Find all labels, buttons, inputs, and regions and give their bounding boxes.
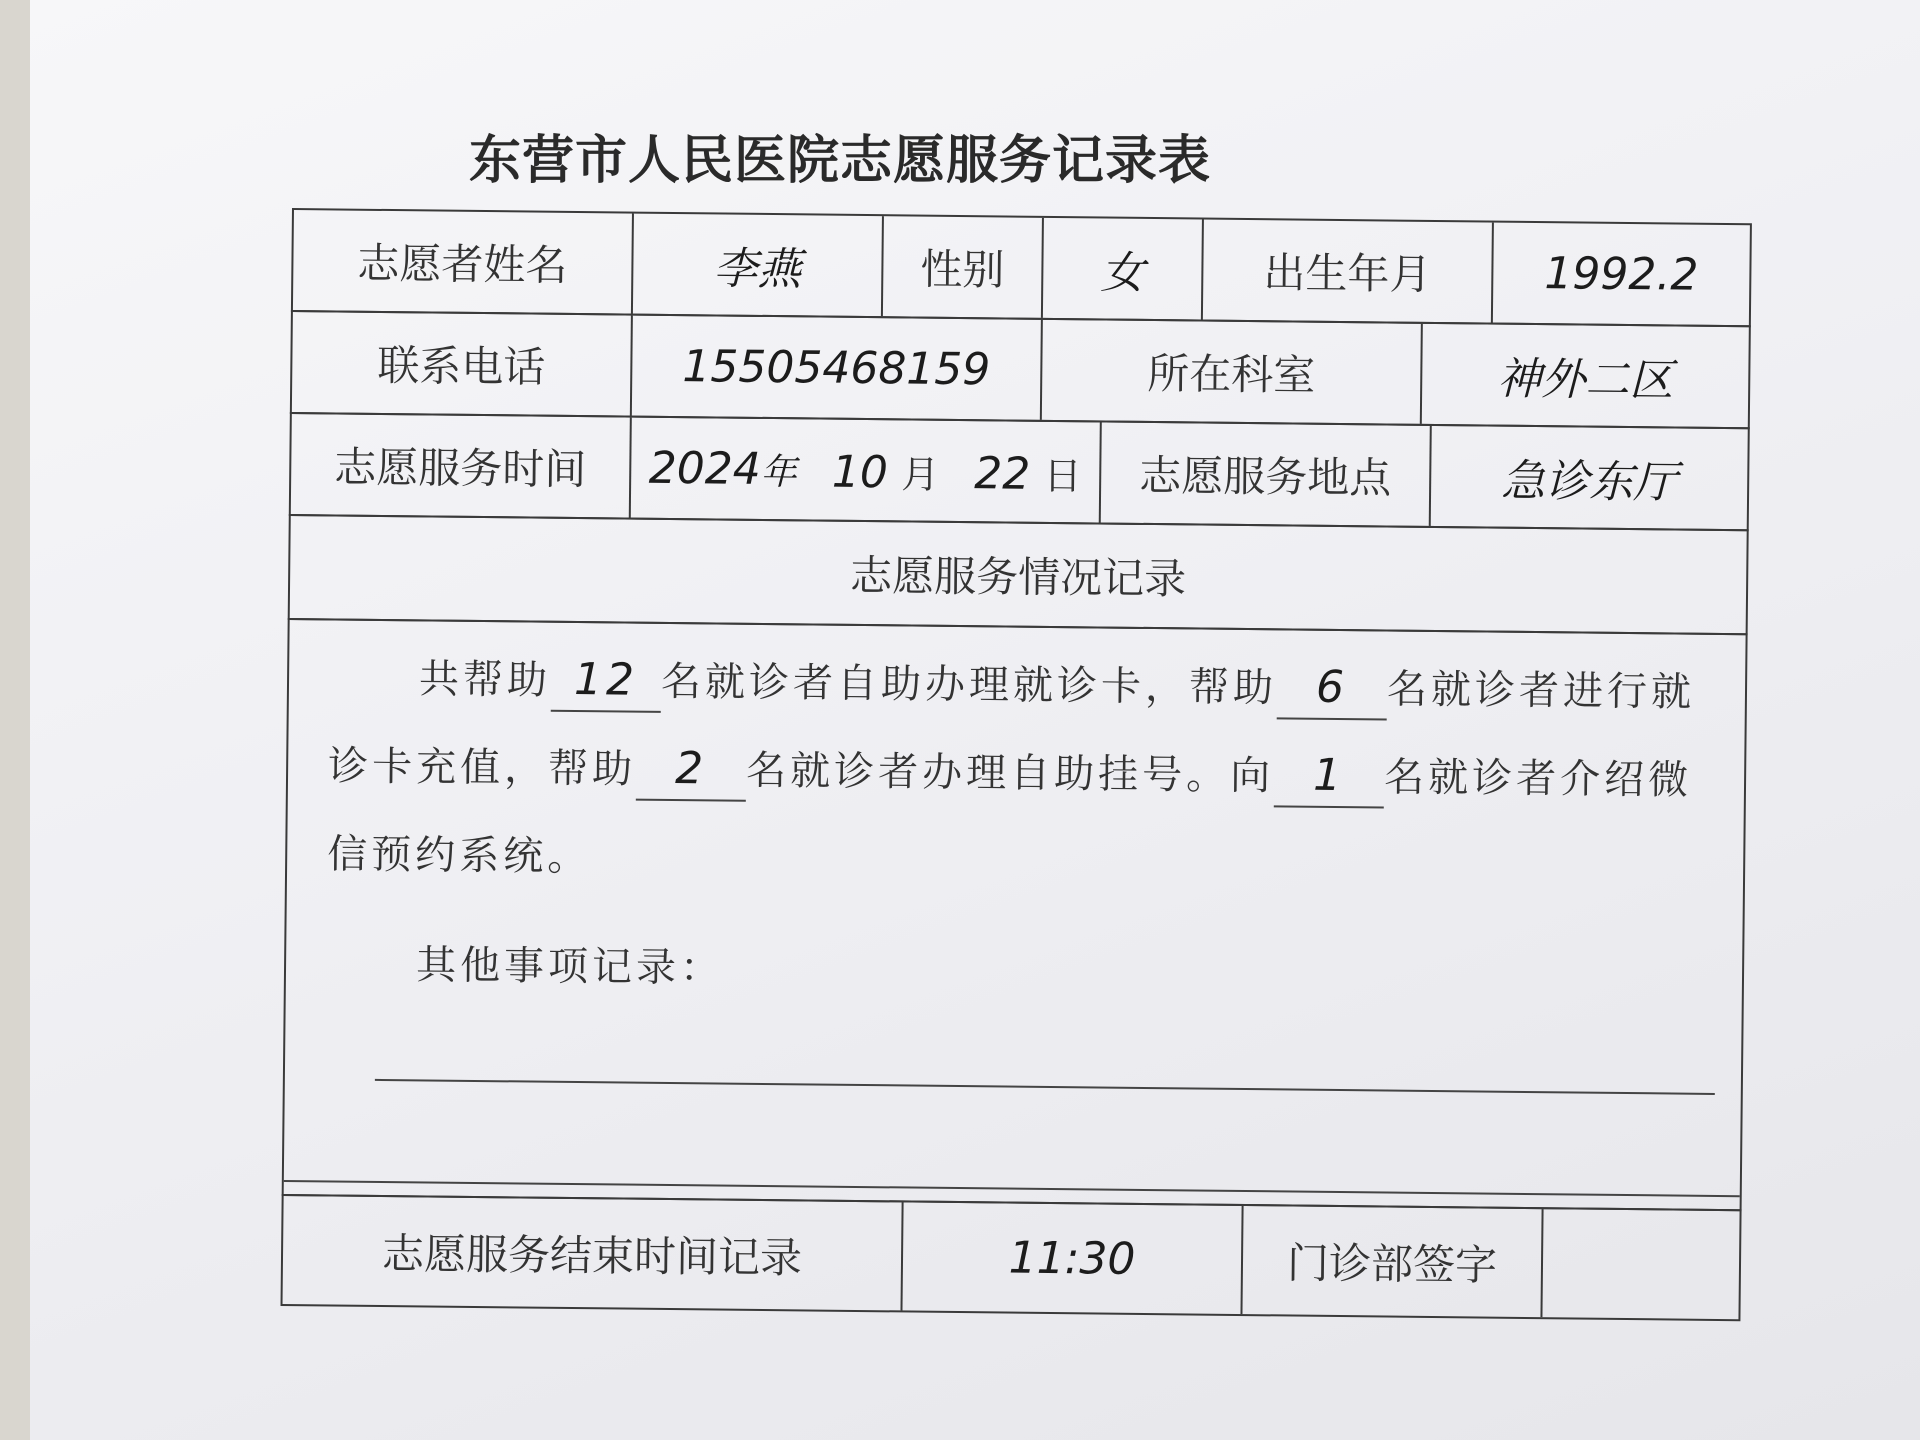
end-time-label: 志愿服务结束时间记录: [283, 1196, 904, 1310]
date-year-unit: 年: [760, 451, 798, 493]
record-paragraph: [327, 634, 1710, 912]
phone-value: 15505468159: [632, 316, 1043, 420]
name-label: 志愿者姓名: [293, 210, 634, 314]
place-value: 急诊东厅: [1500, 455, 1678, 509]
volunteer-record-form: [280, 208, 1752, 1343]
record-text-3: 名就诊者进行就诊卡充值，帮助: [327, 666, 1696, 793]
record-value-cards: 12: [551, 650, 662, 713]
name-value: 李燕: [633, 214, 884, 317]
phone-label: 联系电话: [292, 312, 633, 416]
service-date: [631, 418, 1102, 523]
record-value-wechat: 1: [1274, 745, 1385, 808]
place-label: 志愿服务地点: [1101, 422, 1432, 525]
gender-label: 性别: [883, 216, 1044, 318]
record-body: [282, 618, 1748, 1211]
date-year: 2024: [648, 442, 762, 495]
other-items-label: 其他事项记录：: [415, 942, 725, 992]
record-text-5: 名就诊者介绍微信预约系统。: [326, 754, 1693, 881]
date-day: 22: [974, 447, 1031, 500]
record-text-2: 名就诊者自助办理就诊卡，帮助: [660, 658, 1278, 712]
other-items-line-2: [284, 1180, 1740, 1197]
row-service-time: [289, 412, 1750, 531]
row-footer: [281, 1194, 1742, 1321]
section-header: 志愿服务情况记录: [849, 550, 1187, 604]
signature-value: [1542, 1209, 1739, 1319]
record-value-registration: 2: [636, 739, 747, 802]
row-basic-info: [291, 208, 1752, 327]
record-text-4: 名就诊者办理自助挂号。向: [745, 747, 1275, 800]
date-month: 10: [831, 446, 889, 498]
form-title: 东营市人民医院志愿服务记录表: [468, 130, 1211, 191]
signature-label: 门诊部签字: [1242, 1206, 1543, 1317]
record-text-1: 共帮助: [418, 656, 552, 704]
row-contact-info: [290, 310, 1751, 429]
other-items-line-1: [375, 1079, 1715, 1095]
row-section-header: [288, 514, 1749, 635]
dept-label: 所在科室: [1042, 320, 1423, 424]
date-month-unit: 月: [900, 451, 940, 497]
dept-value: 神外二区: [1497, 353, 1674, 407]
birth-label: 出生年月: [1203, 220, 1494, 323]
end-time-value: 11:30: [902, 1202, 1243, 1314]
date-day-unit: 日: [1043, 453, 1082, 498]
gender-value: 女: [1043, 218, 1204, 320]
record-value-recharge: 6: [1277, 657, 1388, 720]
birth-value: 1992.2: [1544, 247, 1699, 301]
time-label: 志愿服务时间: [291, 414, 632, 518]
paper-sheet: [30, 0, 1920, 1440]
